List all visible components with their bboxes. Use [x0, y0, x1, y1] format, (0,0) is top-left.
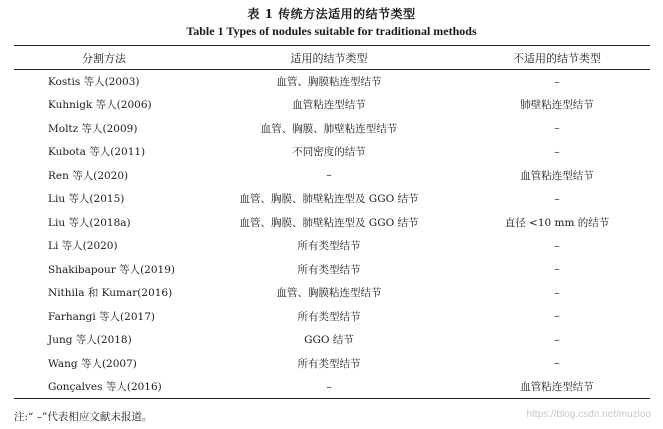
method-cell: Li 等人(2020) — [48, 240, 118, 253]
method-cell: Liu 等人(2018a) — [48, 216, 131, 229]
unsuitable-types-cell: – — [554, 122, 560, 135]
table-caption-chinese: 表 1 传统方法适用的结节类型 — [247, 7, 416, 21]
suitable-types-cell: 所有类型结节 — [297, 263, 361, 276]
method-cell: Liu 等人(2015) — [48, 193, 125, 206]
method-cell: Farhangi 等人(2017) — [48, 310, 155, 323]
unsuitable-types-cell: – — [554, 357, 560, 370]
unsuitable-types-cell: – — [554, 286, 560, 299]
method-cell: Kubota 等人(2011) — [48, 146, 146, 159]
unsuitable-types-cell: – — [554, 310, 560, 323]
table-row — [14, 140, 650, 164]
suitable-types-cell: 血管、胸膜、肺壁粘连型结节 — [260, 122, 398, 135]
method-cell: Kostis 等人(2003) — [48, 76, 140, 88]
method-cell: Moltz 等人(2009) — [48, 122, 138, 135]
suitable-types-cell: 血管粘连型结节 — [292, 99, 366, 112]
method-cell: Jung 等人(2018) — [48, 334, 132, 347]
suitable-types-cell: 血管、胸膜、肺壁粘连型及 GGO 结节 — [239, 193, 419, 206]
table-row — [14, 211, 650, 235]
table-row — [14, 375, 650, 399]
suitable-types-cell: – — [326, 380, 332, 393]
method-cell: Kuhnigk 等人(2006) — [48, 99, 152, 112]
table-row — [14, 258, 650, 282]
suitable-types-cell: 所有类型结节 — [297, 240, 361, 253]
table-row — [14, 187, 650, 211]
method-cell: Nithila 和 Kumar(2016) — [48, 287, 173, 300]
unsuitable-types-cell: 血管粘连型结节 — [520, 381, 594, 393]
table-row — [14, 93, 650, 117]
unsuitable-types-cell: – — [554, 192, 560, 205]
unsuitable-types-cell: – — [554, 333, 560, 346]
suitable-types-cell: 血管、胸膜、肺壁粘连型及 GGO 结节 — [239, 216, 419, 229]
suitable-types-cell: 所有类型结节 — [297, 310, 361, 323]
suitable-types-cell: 所有类型结节 — [297, 357, 361, 370]
unsuitable-types-cell: – — [554, 75, 560, 88]
header-suitable-types: 适用的结节类型 — [290, 51, 368, 65]
method-cell: Shakibapour 等人(2019) — [48, 263, 175, 276]
method-cell: Wang 等人(2007) — [48, 357, 137, 370]
table-row — [14, 70, 650, 94]
method-cell: Ren 等人(2020) — [48, 169, 129, 182]
table-footnote: 注:“ –”代表相应文献未报道。 — [14, 411, 153, 423]
table-row — [14, 164, 650, 188]
table-row — [14, 352, 650, 376]
table-row — [14, 305, 650, 329]
nodule-types-table — [14, 45, 650, 399]
suitable-types-cell: 血管、胸膜粘连型结节 — [276, 76, 382, 88]
table-row — [14, 281, 650, 305]
suitable-types-cell: 不同密度的结节 — [292, 146, 366, 159]
unsuitable-types-cell: – — [554, 239, 560, 252]
suitable-types-cell: 血管、胸膜粘连型结节 — [276, 287, 382, 300]
header-segmentation-method: 分割方法 — [82, 51, 126, 65]
suitable-types-cell: – — [326, 169, 332, 182]
table-row — [14, 234, 650, 258]
unsuitable-types-cell: 肺壁粘连型结节 — [520, 99, 594, 112]
watermark: https://blog.csdn.net/muzioo — [526, 409, 651, 420]
header-unsuitable-types: 不适用的结节类型 — [513, 51, 601, 65]
method-cell: Gonçalves 等人(2016) — [48, 381, 162, 393]
table-header-row — [14, 46, 650, 70]
unsuitable-types-cell: 直径 <10 mm 的结节 — [504, 216, 610, 229]
unsuitable-types-cell: – — [554, 145, 560, 158]
unsuitable-types-cell: 血管粘连型结节 — [520, 169, 594, 182]
table-row — [14, 328, 650, 352]
table-row — [14, 117, 650, 141]
unsuitable-types-cell: – — [554, 263, 560, 276]
suitable-types-cell: GGO 结节 — [304, 334, 354, 347]
table-caption-english: Table 1 Types of nodules suitable for traditional methods — [186, 24, 477, 38]
